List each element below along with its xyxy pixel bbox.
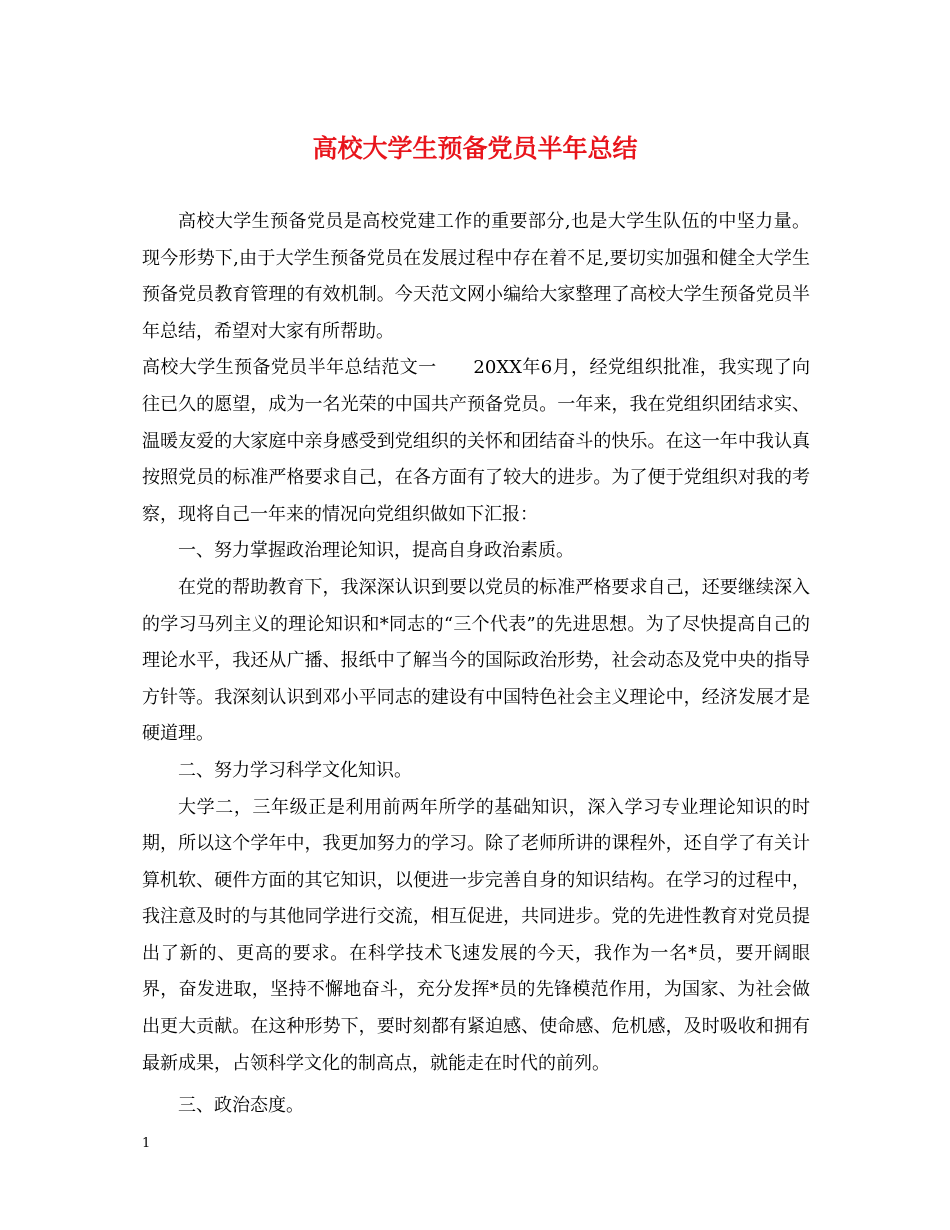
section-heading-one: 一、努力掌握政治理论知识，提高自身政治素质。 xyxy=(178,540,574,562)
section-heading-two: 二、努力学习科学文化知识。 xyxy=(178,759,412,781)
section-two-paragraph: 大学二，三年级正是利用前两年所学的基础知识，深入学习专业理论知识的时期，所以这个学年中，我更加努力的学习。除了老师所讲的课程外，还自学了有关计算机软、硬件方面的其它知识，以便进一步完善自身的知识结构。在学习的过程中，我注意及时的与其他同学进行交流，相互促进，共同进步。党的先进性教育对党员提出了新的、更高的要求。在科学技术飞速发展的今天，我作为一名*员，要开阔眼界，奋发进取，坚持不懈地奋斗，充分发挥*员的先锋模范作用，为国家、为社会做出更大贡献。在这种形势下，要时刻都有紧迫感、使命感、危机感，及时吸收和拥有最新成果，占领科学文化的制高点，就能走在时代的前列。 xyxy=(142,796,810,1074)
sample-one-paragraph: 高校大学生预备党员半年总结范文一 20XX年6月，经党组织批准，我实现了向往已久的愿望，成为一名光荣的中国共产预备党员。一年来，我在党组织团结求实、温暖友爱的大家庭中亲身感受到党组织的关怀和团结奋斗的快乐。在这一年中我认真按照党员的标准严格要求自己，在各方面有了较大的进步。为了便于党组织对我的考察，现将自己一年来的情况向党组织做如下汇报： xyxy=(142,357,810,525)
section-one-paragraph: 在党的帮助教育下，我深深认识到要以党员的标准严格要求自己，还要继续深入的学习马列主义的理论知识和*同志的“三个代表”的先进思想。为了尽快提高自己的理论水平，我还从广播、报纸中了解当今的国际政治形势，社会动态及党中央的指导方针等。我深刻认识到邓小平同志的建设有中国特色社会主义理论中，经济发展才是硬道理。 xyxy=(142,576,810,745)
page-number: 1 xyxy=(142,1136,151,1151)
section-heading-three: 三、政治态度。 xyxy=(178,1095,304,1117)
document-body xyxy=(142,204,810,1125)
document-title: 高校大学生预备党员半年总结 xyxy=(312,134,638,163)
intro-paragraph: 高校大学生预备党员是高校党建工作的重要部分,也是大学生队伍的中坚力量。现今形势下,由于大学生预备党员在发展过程中存在着不足,要切实加强和健全大学生预备党员教育管理的有效机制。今天范文网小编给大家整理了高校大学生预备党员半年总结，希望对大家有所帮助。 xyxy=(142,211,810,342)
